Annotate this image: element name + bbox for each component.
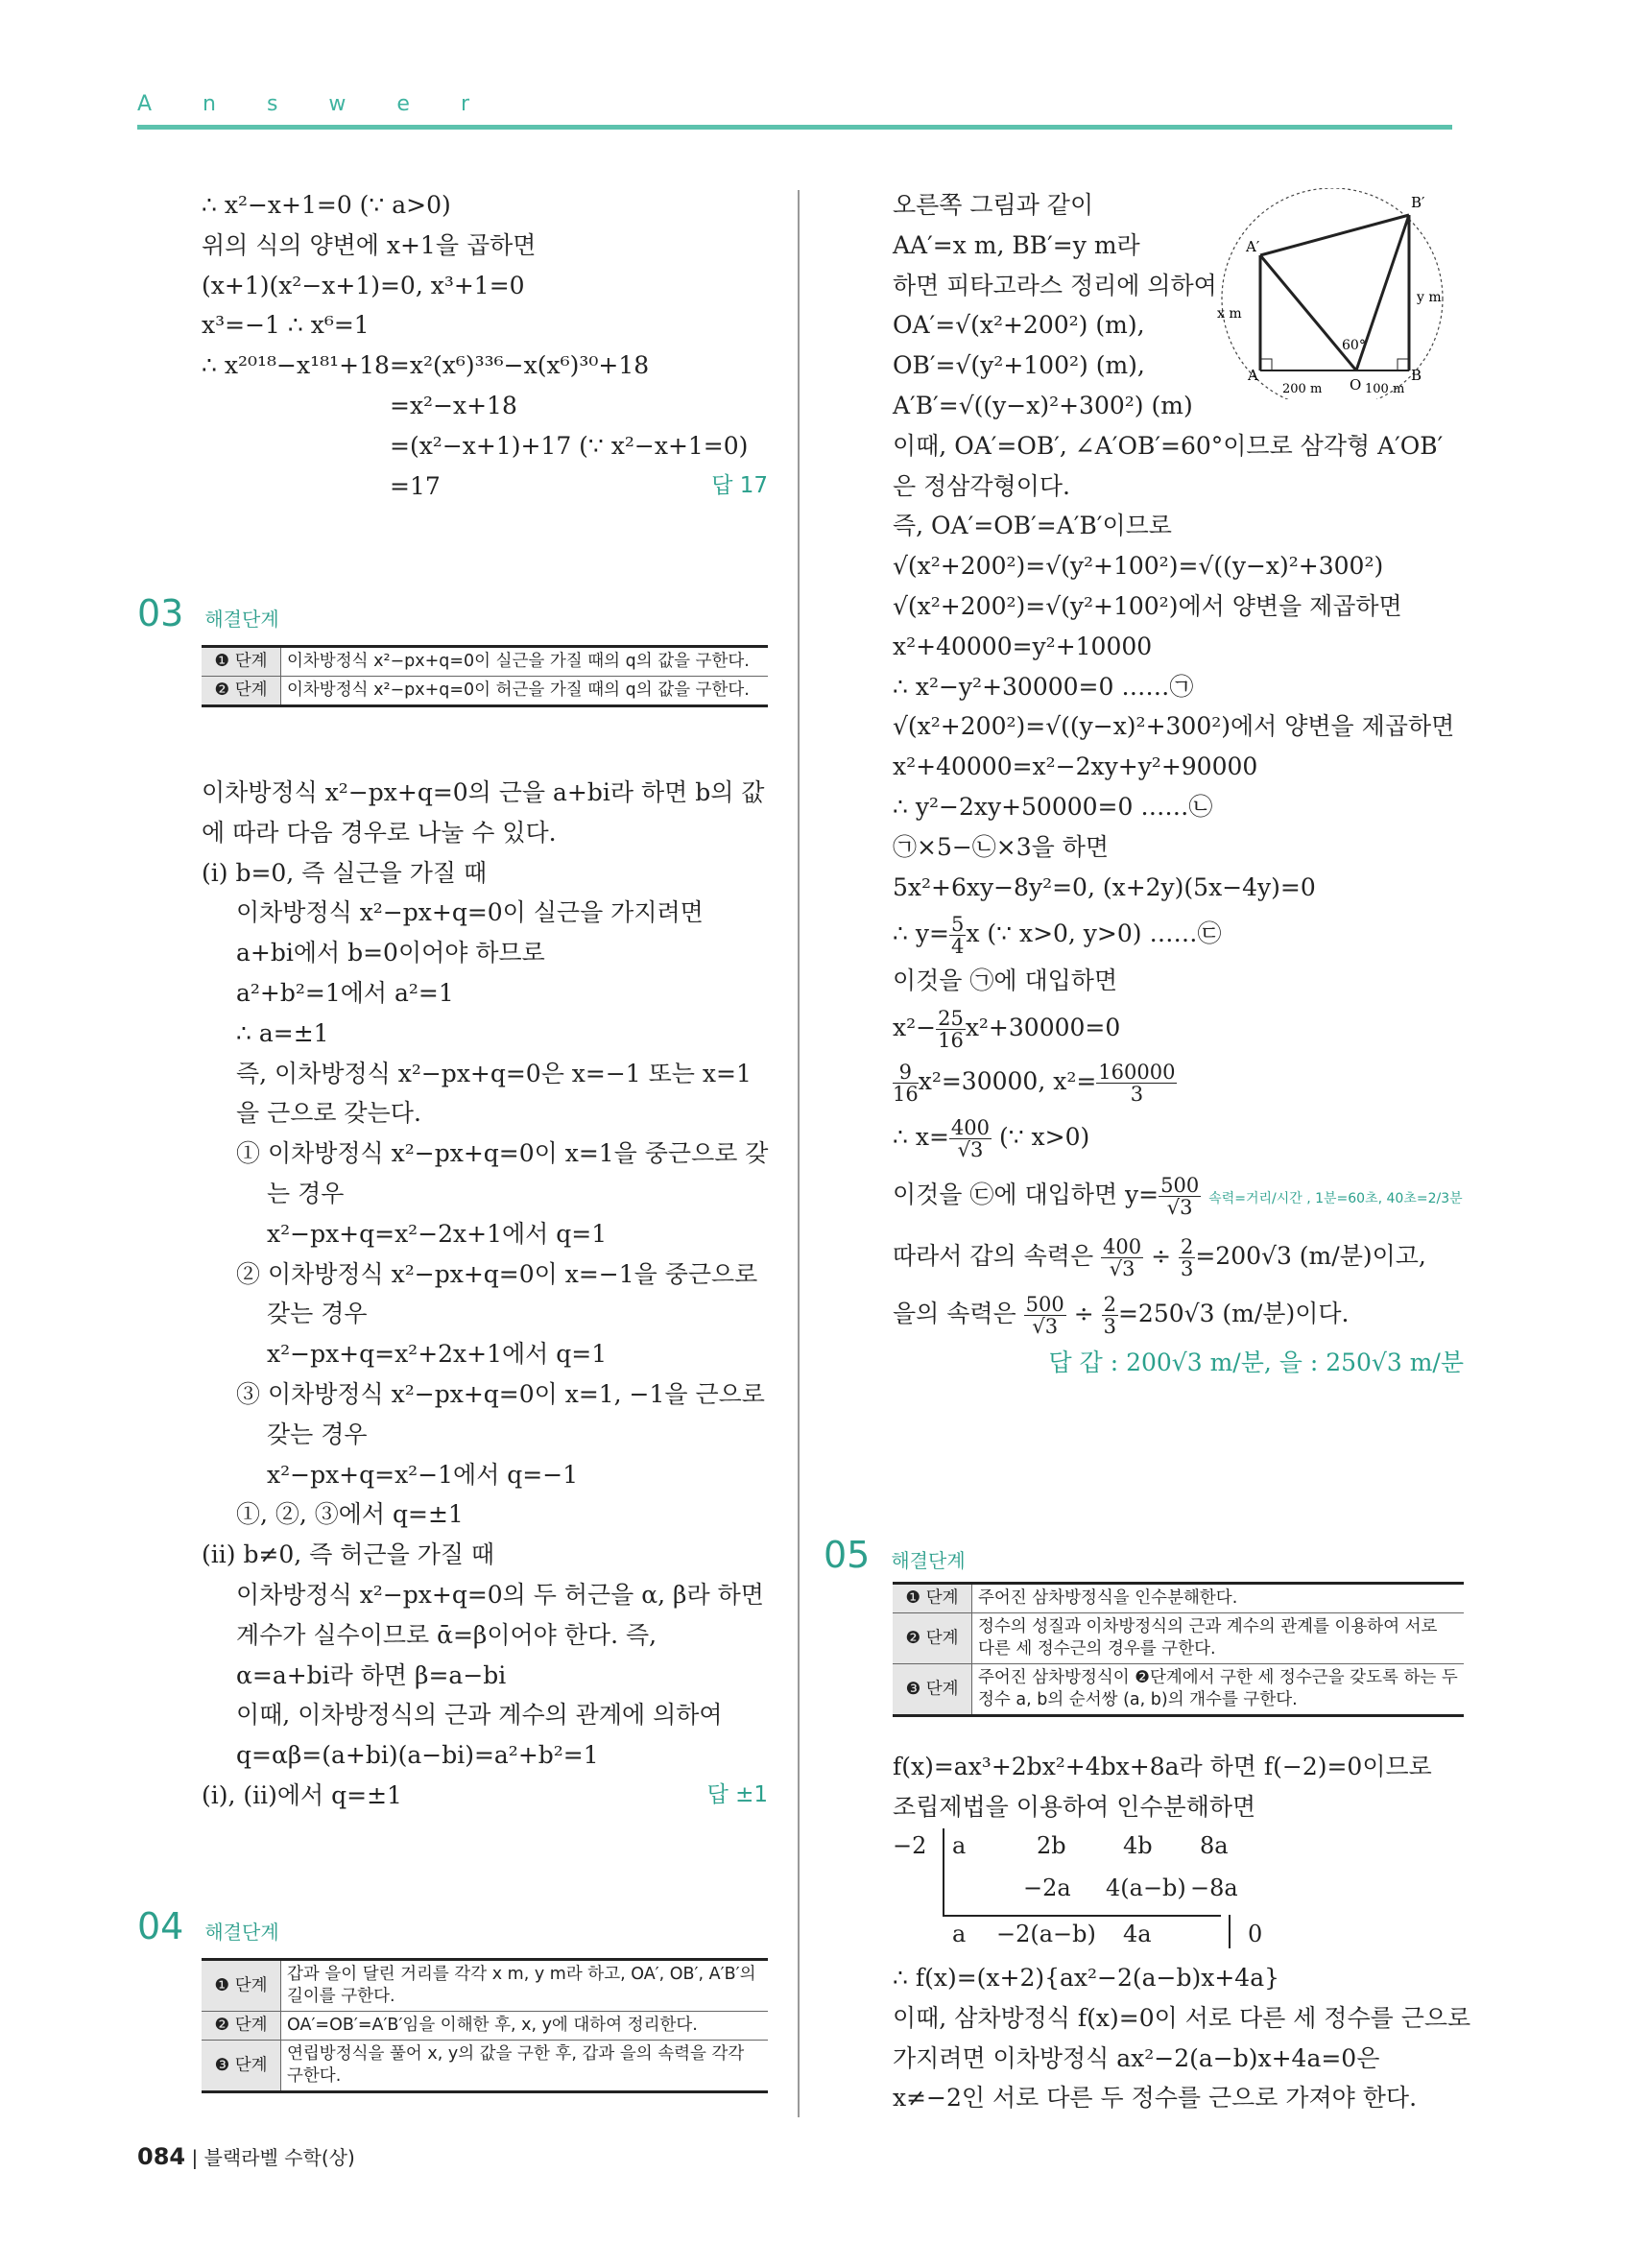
solution-line: [893, 907, 1464, 961]
numerator: 2: [1103, 1293, 1116, 1317]
numerator: 500: [1160, 1174, 1200, 1198]
fraction: [1096, 1062, 1177, 1105]
solution-line: √(x²+200²)=√(y²+100²)=√((y−x)²+300²): [893, 552, 1384, 581]
section-04-steps-table: [202, 1958, 768, 2093]
denominator: 3: [1103, 1315, 1116, 1339]
solution-line: a²+b²=1에서 a²=1: [236, 978, 454, 1007]
solution-line: 계수가 실수이므로 ᾱ=β이어야 한다. 즉,: [236, 1620, 657, 1649]
step-label: ❶ 단계: [202, 1960, 281, 2012]
synth-cell: a: [952, 1921, 967, 1947]
synth-cell: −8a: [1190, 1874, 1238, 1901]
fraction: [949, 914, 966, 957]
solution-line: =(x²−x+1)+17 (∵ x²−x+1=0): [390, 431, 749, 460]
denominator: √3: [1166, 1196, 1193, 1220]
synth-cell: 4b: [1123, 1832, 1153, 1859]
fraction: [893, 1062, 919, 1105]
step-text: 주어진 삼차방정식이 ❷단계에서 구한 세 정수근을 갖도록 하는 두 정수 a, b의 순서쌍 (a, b)의 개수를 구한다.: [972, 1664, 1465, 1716]
synth-vertical-rule: [943, 1828, 944, 1915]
solution-line: OB′=√(y²+100²) (m),: [893, 351, 1145, 380]
synth-cell: 4(a−b): [1106, 1874, 1186, 1901]
label-B-prime: B′: [1411, 194, 1425, 211]
answer-label: 답 ±1: [706, 1781, 768, 1807]
section-03-header: [137, 592, 279, 634]
segment-AB-prime: [1260, 215, 1409, 255]
section-subtitle: 해결단계: [204, 1921, 279, 1944]
label-A-prime: A′: [1246, 238, 1260, 255]
solution-line: ㉠×5−㉡×3을 하면: [893, 832, 1110, 861]
label-x: x m: [1217, 306, 1242, 322]
step-row: [202, 2012, 768, 2041]
section-03-solution: [202, 773, 768, 1816]
step-row: [202, 1960, 768, 2012]
solution-line-text: =17: [390, 471, 441, 500]
section-number: 04: [137, 1905, 184, 1947]
denominator: √3: [1032, 1315, 1059, 1339]
solution-line: x²−px+q=x²+2x+1에서 q=1: [267, 1340, 608, 1369]
synth-cell: −2a: [1023, 1874, 1071, 1901]
eq-text: =250√3 (m/분)이다.: [1117, 1300, 1350, 1328]
step-label: ❶ 단계: [202, 647, 281, 677]
numerator: 25: [938, 1007, 964, 1031]
solution-line: a+bi에서 b=0이어야 하므로: [236, 939, 545, 967]
step-row: [893, 1613, 1464, 1664]
solution-line: α=a+bi라 하면 β=a−bi: [236, 1660, 507, 1689]
solution-line: ①, ②, ③에서 q=±1: [236, 1500, 464, 1529]
solution-line: 조립제법을 이용하여 인수분해하면: [893, 1792, 1256, 1821]
label-y: y m: [1417, 290, 1442, 305]
solution-line: [893, 1109, 1464, 1166]
eq-text: x²=30000, x²=: [918, 1067, 1097, 1096]
segment-OA-prime: [1260, 255, 1356, 370]
step-label: ❷ 단계: [202, 2012, 281, 2041]
label-B: B: [1411, 367, 1422, 384]
section-04-header: [137, 1905, 279, 1947]
step-row: [893, 1584, 1464, 1613]
header-label: A n s w e r: [137, 92, 491, 116]
fraction: [1024, 1294, 1066, 1337]
solution-line: A′B′=√((y−x)²+300²) (m): [893, 391, 1193, 419]
denominator: 4: [950, 935, 965, 959]
numerator: 400: [950, 1116, 990, 1140]
synth-cell: a: [952, 1832, 967, 1859]
eq-text: x²−: [893, 1014, 937, 1042]
numerator: 9: [893, 1062, 919, 1084]
section-05-steps-table: [893, 1582, 1464, 1717]
step-text: 연립방정식을 풀어 x, y의 값을 구한 후, 갑과 을의 속력을 각각 구한다.: [281, 2041, 769, 2092]
numerator: 400: [1103, 1235, 1142, 1259]
step-label: ❷ 단계: [893, 1613, 972, 1664]
eq-text: ÷: [1143, 1242, 1179, 1271]
solution-line: 에 따라 다음 경우로 나눌 수 있다.: [202, 818, 557, 847]
solution-line: 이때, 이차방정식의 근과 계수의 관계에 의하여: [236, 1701, 723, 1730]
step-text: OA′=OB′=A′B′임을 이해한 후, x, y에 대하여 정리한다.: [281, 2012, 769, 2041]
page-number: 084: [137, 2143, 186, 2170]
eq-text: ÷: [1065, 1300, 1102, 1328]
numerator: 5: [950, 913, 965, 937]
denominator: 3: [1130, 1083, 1144, 1107]
step-row: [202, 2041, 768, 2092]
section-05-solution-intro: [893, 1747, 1464, 1827]
side-note: 속력=거리/시간 , 1분=60초, 40초=2/3분: [1208, 1191, 1463, 1207]
step-label: ❸ 단계: [202, 2041, 281, 2092]
right-angle-mark: [1260, 359, 1272, 370]
solution-line: ③ 이차방정식 x²−px+q=0이 x=1, −1을 근으로: [236, 1379, 765, 1408]
solution-line: q=αβ=(a+bi)(a−bi)=a²+b²=1: [236, 1741, 599, 1770]
solution-line: 이때, OA′=OB′, ∠A′OB′=60°이므로 삼각형 A′OB′: [893, 431, 1444, 460]
solution-line: 5x²+6xy−8y²=0, (x+2y)(5x−4y)=0: [893, 872, 1316, 901]
column-divider: [798, 190, 800, 2117]
solution-line: ② 이차방정식 x²−px+q=0이 x=−1을 중근으로: [236, 1259, 758, 1288]
section-subtitle: 해결단계: [204, 608, 279, 631]
solution-line: 오른쪽 그림과 같이: [893, 191, 1094, 219]
solution-line: ∴ y²−2xy+50000=0 ……㉡: [893, 792, 1213, 821]
solution-line: 위의 식의 양변에 x+1을 곱하면: [202, 230, 537, 259]
solution-line: (ii) b≠0, 즉 허근을 가질 때: [202, 1540, 495, 1569]
fraction: [949, 1117, 992, 1160]
synthetic-division: [893, 1828, 1296, 1948]
synth-horizontal-rule: [943, 1915, 1221, 1917]
solution-line: 는 경우: [267, 1179, 345, 1207]
eq-text: 이것을 ㉢에 대입하면 y=: [893, 1181, 1159, 1209]
solution-line: x²−px+q=x²−2x+1에서 q=1: [267, 1219, 608, 1248]
denominator: √3: [1109, 1257, 1135, 1281]
eq-text: x (∵ x>0, y>0) ……㉢: [966, 919, 1222, 948]
solution-line: [893, 1055, 1464, 1109]
synth-cell: 2b: [1037, 1832, 1066, 1859]
solution-line: 즉, 이차방정식 x²−px+q=0은 x=−1 또는 x=1: [236, 1059, 752, 1087]
section-number: 03: [137, 592, 184, 634]
eq-text: 을의 속력은: [893, 1300, 1024, 1328]
solution-line: (x+1)(x²−x+1)=0, x³+1=0: [202, 271, 525, 299]
answer-label: 답 갑 : 200√3 m/분, 을 : 250√3 m/분: [1048, 1349, 1464, 1377]
fraction: [1179, 1236, 1195, 1279]
synth-cell: 0: [1248, 1921, 1263, 1947]
solution-line: AA′=x m, BB′=y m라: [893, 230, 1140, 259]
label-d2: 100 m: [1365, 382, 1405, 396]
solution-line: 이때, 삼차방정식 f(x)=0이 서로 다른 세 정수를 근으로: [893, 2003, 1471, 2032]
step-text: 갑과 을이 달린 거리를 각각 x m, y m라 하고, OA′, OB′, A′B′의 길이를 구한다.: [281, 1960, 769, 2012]
solution-line: ∴ x²−y²+30000=0 ……㉠: [893, 672, 1194, 701]
solution-line: x²+40000=x²−2xy+y²+90000: [893, 752, 1258, 781]
solution-line: [202, 1776, 768, 1816]
answer-line: [893, 1343, 1464, 1383]
fraction: [1101, 1236, 1143, 1279]
section-subtitle: 해결단계: [891, 1549, 966, 1572]
solution-line: 갖는 경우: [267, 1300, 368, 1328]
synth-cell: 4a: [1123, 1921, 1152, 1947]
label-A: A: [1248, 367, 1258, 384]
step-label: ❷ 단계: [202, 677, 281, 706]
solution-line: [893, 1166, 1464, 1228]
numerator: 2: [1180, 1235, 1194, 1259]
solution-line: 이차방정식 x²−px+q=0의 근을 a+bi라 하면 b의 값: [202, 778, 765, 806]
solution-line: 하면 피타고라스 정리에 의하여: [893, 271, 1217, 299]
geometry-figure: [1207, 188, 1467, 399]
step-text: 주어진 삼차방정식을 인수분해한다.: [972, 1584, 1465, 1613]
solution-line: [893, 1228, 1464, 1285]
eq-text: 따라서 갑의 속력은: [893, 1242, 1102, 1271]
synth-remainder-box: [1229, 1915, 1231, 1948]
answer-label: 답 17: [711, 472, 768, 498]
eq-text: ∴ y=: [893, 919, 949, 948]
solution-line: OA′=√(x²+200²) (m),: [893, 311, 1145, 340]
step-text: 이차방정식 x²−px+q=0이 실근을 가질 때의 q의 값을 구한다.: [281, 647, 769, 677]
solution-line: 갖는 경우: [267, 1420, 368, 1448]
step-text: 이차방정식 x²−px+q=0이 허근을 가질 때의 q의 값을 구한다.: [281, 677, 769, 706]
solution-line: [893, 1001, 1464, 1055]
solution-line: 이것을 ㉠에 대입하면: [893, 967, 1118, 995]
solution-line: ① 이차방정식 x²−px+q=0이 x=1을 중근으로 갖: [236, 1139, 769, 1168]
numerator: 160000: [1098, 1061, 1176, 1085]
solution-line: ∴ f(x)=(x+2){ax²−2(a−b)x+4a}: [893, 1964, 1280, 1992]
synth-cell: 8a: [1200, 1832, 1229, 1859]
solution-line: x≠−2인 서로 다른 두 정수를 근으로 가져야 한다.: [893, 2084, 1418, 2113]
book-title: 블랙라벨 수학(상): [203, 2146, 355, 2169]
solution-line: 이차방정식 x²−px+q=0의 두 허근을 α, β라 하면: [236, 1580, 764, 1609]
synth-divisor: −2: [893, 1832, 927, 1859]
fraction: [1159, 1175, 1201, 1218]
solution-line: ∴ x²⁰¹⁸−x¹⁸¹+18=x²(x⁶)³³⁶−x(x⁶)³⁰+18: [202, 351, 650, 380]
step-label: ❸ 단계: [893, 1664, 972, 1716]
solution-line: f(x)=ax³+2bx²+4bx+8a라 하면 f(−2)=0이므로: [893, 1753, 1432, 1780]
solution-line-text: (i), (ii)에서 q=±1: [202, 1780, 402, 1809]
step-row: [202, 647, 768, 677]
solution-line: (i) b=0, 즉 실근을 가질 때: [202, 858, 488, 887]
header-rule: [137, 125, 1452, 130]
denominator: 16: [893, 1083, 919, 1107]
label-d1: 200 m: [1282, 382, 1323, 396]
solution-line: 가지려면 이차방정식 ax²−2(a−b)x+4a=0은: [893, 2043, 1380, 2072]
solution-line: 을 근으로 갖는다.: [236, 1099, 421, 1128]
denominator: √3: [957, 1138, 984, 1162]
left-top-solution: [202, 185, 768, 506]
solution-line: 은 정삼각형이다.: [893, 471, 1070, 500]
denominator: 3: [1180, 1257, 1194, 1281]
label-angle: 60°: [1342, 338, 1366, 353]
denominator: 16: [938, 1029, 964, 1053]
solution-line: x²+40000=y²+10000: [893, 632, 1153, 660]
solution-line: ∴ x²−x+1=0 (∵ a>0): [202, 191, 451, 219]
solution-line: 즉, OA′=OB′=A′B′이므로: [893, 512, 1172, 540]
section-05-header: [824, 1534, 966, 1576]
step-row: [202, 677, 768, 706]
eq-text: x²+30000=0: [965, 1014, 1121, 1042]
solution-line: √(x²+200²)=√(y²+100²)에서 양변을 제곱하면: [893, 591, 1402, 620]
step-label: ❶ 단계: [893, 1584, 972, 1613]
solution-line: √(x²+200²)=√((y−x)²+300²)에서 양변을 제곱하면: [893, 712, 1455, 741]
solution-line: [202, 466, 768, 507]
right-angle-mark: [1398, 359, 1409, 370]
fraction: [1102, 1294, 1118, 1337]
eq-text: (∵ x>0): [992, 1123, 1090, 1152]
solution-line: x²−px+q=x²−1에서 q=−1: [267, 1460, 579, 1489]
page-footer: [137, 2142, 355, 2170]
solution-line: x³=−1 ∴ x⁶=1: [202, 311, 370, 340]
step-row: [893, 1664, 1464, 1716]
section-03-steps-table: [202, 645, 768, 707]
eq-text: ∴ x=: [893, 1123, 949, 1152]
solution-line: 이차방정식 x²−px+q=0이 실근을 가지려면: [236, 898, 704, 927]
synth-cell: −2(a−b): [996, 1921, 1096, 1947]
label-O: O: [1350, 376, 1362, 394]
step-text: 정수의 성질과 이차방정식의 근과 계수의 관계를 이용하여 서로 다른 세 정수근의 경우를 구한다.: [972, 1613, 1465, 1664]
solution-line: =x²−x+18: [390, 391, 517, 419]
section-number: 05: [824, 1534, 871, 1576]
solution-line: [893, 1285, 1464, 1343]
eq-text: =200√3 (m/분)이고,: [1195, 1242, 1426, 1271]
footer-separator: |: [191, 2146, 204, 2169]
numerator: 500: [1025, 1293, 1064, 1317]
section-05-solution: [893, 1958, 1471, 2118]
fraction: [936, 1008, 966, 1051]
solution-line: ∴ a=±1: [236, 1018, 329, 1047]
